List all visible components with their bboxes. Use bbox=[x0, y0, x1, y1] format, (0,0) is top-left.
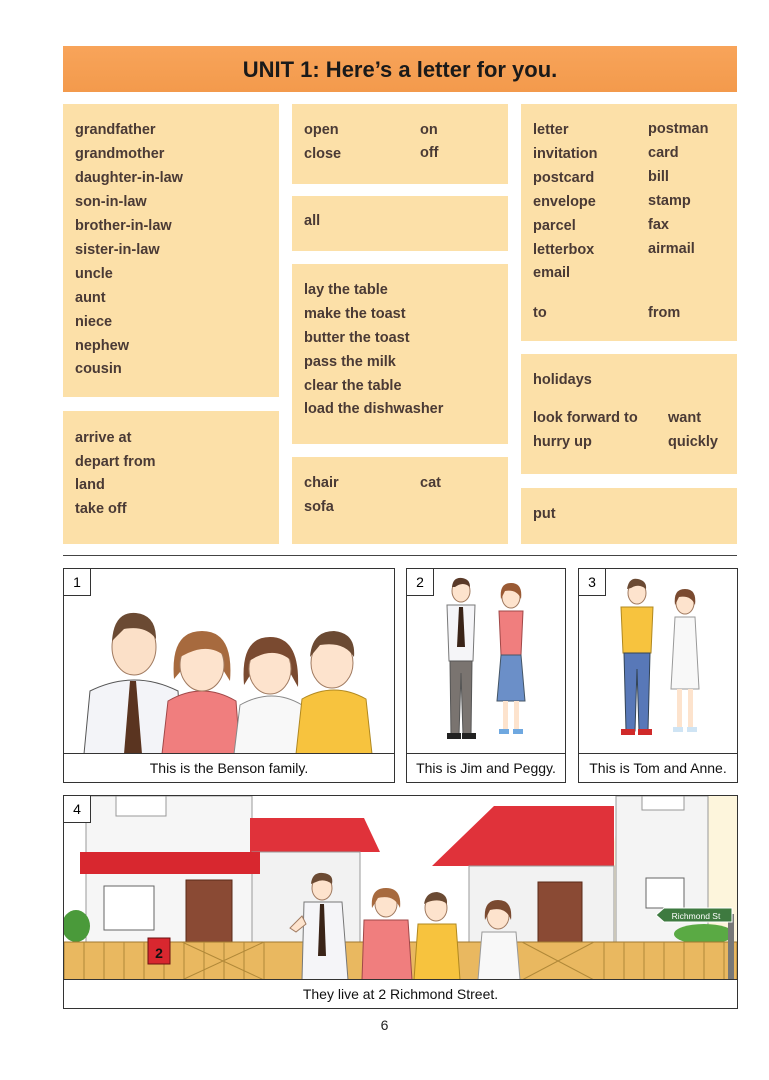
word: postman bbox=[648, 121, 709, 137]
richmond-street-illustration bbox=[64, 796, 737, 980]
word: letter bbox=[533, 122, 569, 138]
word: put bbox=[533, 506, 556, 522]
word: sister-in-law bbox=[75, 242, 160, 258]
mail-words-box bbox=[521, 104, 737, 341]
travel-words-box bbox=[63, 411, 279, 544]
word: all bbox=[304, 213, 321, 229]
word: nephew bbox=[75, 338, 129, 354]
panel-number: 1 bbox=[64, 569, 91, 596]
family-words-box bbox=[63, 104, 279, 397]
word: postcard bbox=[533, 170, 595, 186]
phrase: butter the toast bbox=[304, 330, 410, 346]
word: parcel bbox=[533, 218, 576, 234]
word: want bbox=[668, 410, 702, 426]
picture-panel-2 bbox=[406, 568, 566, 783]
word: uncle bbox=[75, 266, 113, 282]
word: hurry up bbox=[533, 434, 592, 450]
street-sign: Richmond St bbox=[671, 911, 721, 921]
word: holidays bbox=[533, 372, 592, 388]
word: stamp bbox=[648, 193, 691, 209]
panel-number: 4 bbox=[64, 796, 91, 823]
word: bill bbox=[648, 169, 669, 185]
panel-caption: This is the Benson family. bbox=[64, 753, 394, 782]
word: depart from bbox=[75, 454, 156, 470]
word: fax bbox=[648, 217, 669, 233]
word: niece bbox=[75, 314, 113, 330]
word: cat bbox=[420, 475, 441, 491]
word: brother-in-law bbox=[75, 218, 172, 234]
phrase: pass the milk bbox=[304, 354, 396, 370]
word: sofa bbox=[304, 499, 334, 515]
phrase: make the toast bbox=[304, 306, 406, 322]
holidays-box bbox=[521, 354, 737, 474]
word: on bbox=[420, 122, 438, 138]
panel-caption: This is Tom and Anne. bbox=[579, 753, 737, 782]
word: off bbox=[420, 145, 439, 161]
table-phrases-box bbox=[292, 264, 508, 444]
furniture-box bbox=[292, 457, 508, 544]
word: envelope bbox=[533, 194, 596, 210]
word: arrive at bbox=[75, 430, 132, 446]
word: cousin bbox=[75, 361, 122, 377]
word: land bbox=[75, 477, 105, 493]
open-close-box bbox=[292, 104, 508, 184]
panel-number: 3 bbox=[579, 569, 606, 596]
jim-and-peggy-illustration bbox=[407, 569, 565, 754]
word: look forward to bbox=[533, 410, 638, 426]
word: take off bbox=[75, 501, 127, 517]
phrase: lay the table bbox=[304, 282, 388, 298]
benson-family-illustration bbox=[64, 569, 394, 754]
page-number: 6 bbox=[380, 1017, 389, 1033]
word: open bbox=[304, 122, 339, 138]
word: grandmother bbox=[75, 146, 165, 162]
word: email bbox=[533, 265, 571, 281]
word: invitation bbox=[533, 146, 598, 162]
picture-panel-3 bbox=[578, 568, 738, 783]
picture-panel-1 bbox=[63, 568, 395, 783]
panel-caption: This is Jim and Peggy. bbox=[407, 753, 565, 782]
word: card bbox=[648, 145, 679, 161]
word: quickly bbox=[668, 434, 718, 450]
word: chair bbox=[304, 475, 339, 491]
tom-and-anne-illustration bbox=[579, 569, 737, 754]
all-box bbox=[292, 196, 508, 251]
word: grandfather bbox=[75, 122, 156, 138]
house-number-plate: 2 bbox=[155, 945, 163, 961]
word: airmail bbox=[648, 241, 695, 257]
panel-caption: They live at 2 Richmond Street. bbox=[64, 979, 737, 1008]
divider bbox=[63, 555, 737, 556]
put-box bbox=[521, 488, 737, 544]
word: son-in-law bbox=[75, 194, 147, 210]
word: from bbox=[648, 305, 681, 321]
panel-number: 2 bbox=[407, 569, 434, 596]
word: close bbox=[304, 146, 342, 162]
phrase: load the dishwasher bbox=[304, 401, 444, 417]
word: to bbox=[533, 305, 547, 321]
word: aunt bbox=[75, 290, 106, 306]
picture-panel-4 bbox=[63, 795, 738, 1009]
word: letterbox bbox=[533, 242, 595, 258]
unit-title: UNIT 1: Here’s a letter for you. bbox=[63, 46, 737, 92]
phrase: clear the table bbox=[304, 378, 402, 394]
word: daughter-in-law bbox=[75, 170, 183, 186]
